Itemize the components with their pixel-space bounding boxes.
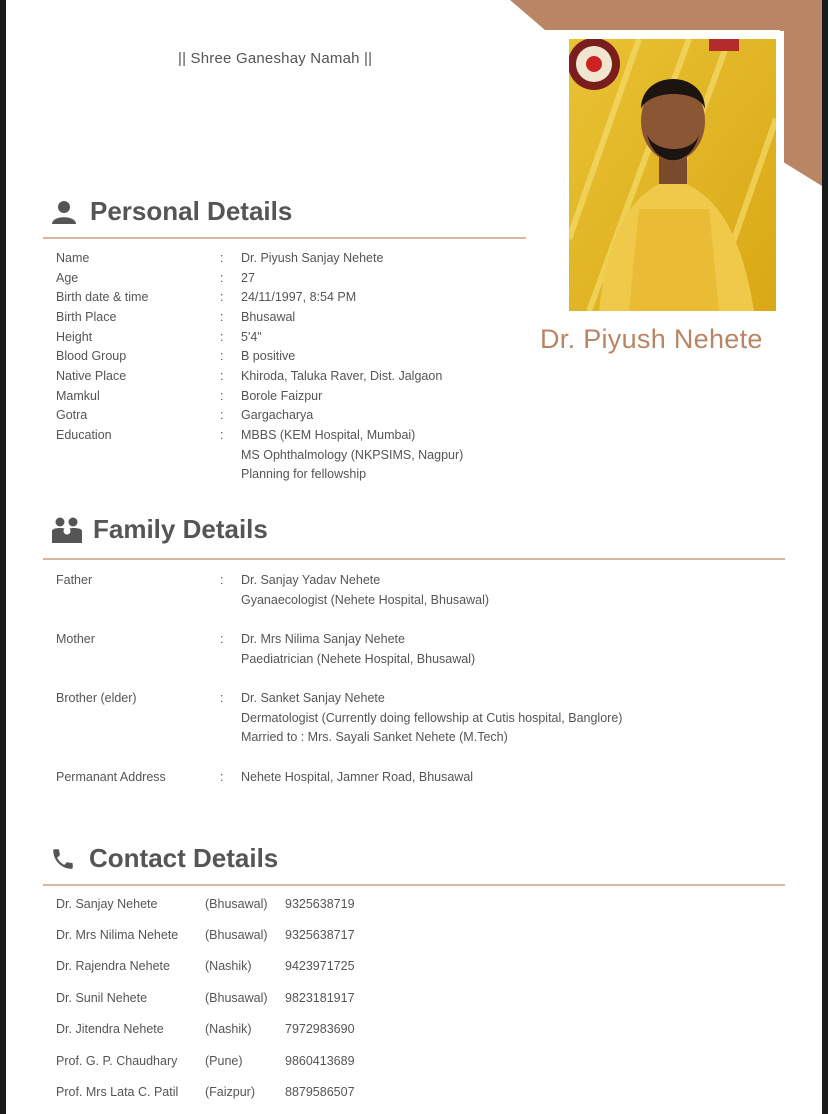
personal-detail-label: Birth Place — [56, 310, 117, 324]
contact-phone[interactable]: 7972983690 — [285, 1022, 355, 1036]
personal-detail-value: Khiroda, Taluka Raver, Dist. Jalgaon — [241, 369, 443, 383]
contact-row — [56, 928, 456, 948]
contact-details-title: Contact Details — [89, 843, 279, 873]
colon-separator: : — [220, 632, 224, 646]
family-detail-label: Permanant Address — [56, 770, 166, 784]
colon-separator: : — [220, 330, 224, 344]
personal-detail-value: B positive — [241, 349, 296, 363]
personal-detail-label: Name — [56, 251, 90, 265]
contact-phone[interactable]: 9325638717 — [285, 928, 355, 942]
personal-detail-value: Gargacharya — [241, 408, 314, 422]
page-border-right — [822, 0, 828, 1114]
family-icon — [52, 517, 82, 550]
colon-separator: : — [220, 310, 224, 324]
colon-separator: : — [220, 369, 224, 383]
family-detail-value: Gyanaecologist (Nehete Hospital, Bhusawal) — [241, 592, 490, 607]
family-detail-label: Mother — [56, 632, 95, 646]
contact-name: Dr. Rajendra Nehete — [56, 959, 170, 973]
contact-name: Dr. Mrs Nilima Nehete — [56, 928, 179, 942]
personal-detail-label: Mamkul — [56, 389, 100, 403]
contact-row — [56, 1022, 456, 1042]
contact-city: (Faizpur) — [205, 1085, 256, 1099]
personal-detail-label: Education — [56, 428, 112, 442]
personal-detail-value: 5'4" — [241, 330, 262, 344]
personal-details-title: Personal Details — [90, 196, 293, 226]
family-detail-value: Dr. Mrs Nilima Sanjay Nehete — [241, 632, 405, 646]
colon-separator: : — [220, 428, 224, 442]
personal-detail-value: 24/11/1997, 8:54 PM — [241, 290, 357, 304]
phone-icon — [50, 846, 76, 879]
family-detail-value: Dr. Sanket Sanjay Nehete — [241, 691, 385, 705]
contact-phone[interactable]: 8879586507 — [285, 1085, 355, 1099]
contact-name: Dr. Sunil Nehete — [56, 991, 148, 1005]
contact-phone[interactable]: 9325638719 — [285, 897, 355, 911]
invocation-text: || Shree Ganeshay Namah || — [178, 50, 373, 67]
personal-detail-value: Dr. Piyush Sanjay Nehete — [241, 251, 384, 265]
person-icon — [52, 200, 76, 231]
contact-row — [56, 1054, 456, 1074]
colon-separator: : — [220, 290, 224, 304]
contact-divider — [43, 884, 785, 886]
contact-city: (Bhusawal) — [205, 928, 268, 942]
personal-divider — [43, 237, 526, 239]
contact-city: (Bhusawal) — [205, 897, 268, 911]
colon-separator: : — [220, 389, 224, 403]
profile-photo-frame — [562, 31, 784, 319]
contact-name: Prof. G. P. Chaudhary — [56, 1054, 178, 1068]
colon-separator: : — [220, 251, 224, 265]
contact-phone[interactable]: 9823181917 — [285, 991, 355, 1005]
family-detail-value: Married to : Mrs. Sayali Sanket Nehete (M.Tech) — [241, 730, 508, 745]
personal-detail-label: Gotra — [56, 408, 88, 422]
personal-detail-label: Native Place — [56, 369, 127, 383]
colon-separator: : — [220, 573, 224, 587]
family-detail-label: Father — [56, 573, 93, 587]
personal-detail-value: MBBS (KEM Hospital, Mumbai) — [241, 428, 416, 442]
family-details-title: Family Details — [93, 514, 268, 544]
colon-separator: : — [220, 770, 224, 784]
family-detail-value: Nehete Hospital, Jamner Road, Bhusawal — [241, 770, 474, 784]
colon-separator: : — [220, 349, 224, 363]
contact-name: Dr. Sanjay Nehete — [56, 897, 158, 911]
contact-row — [56, 1085, 456, 1105]
contact-city: (Bhusawal) — [205, 991, 268, 1005]
contact-name: Dr. Jitendra Nehete — [56, 1022, 164, 1036]
family-detail-label: Brother (elder) — [56, 691, 137, 705]
contact-row — [56, 959, 456, 979]
family-detail-value: Paediatrician (Nehete Hospital, Bhusawal) — [241, 651, 476, 666]
contact-row — [56, 991, 456, 1011]
colon-separator: : — [220, 691, 224, 705]
personal-detail-label: Birth date & time — [56, 290, 149, 304]
personal-detail-value: Borole Faizpur — [241, 389, 323, 403]
contact-city: (Nashik) — [205, 959, 252, 973]
personal-detail-label: Age — [56, 271, 79, 285]
personal-detail-label: Blood Group — [56, 349, 127, 363]
contact-phone[interactable]: 9860413689 — [285, 1054, 355, 1068]
contact-phone[interactable]: 9423971725 — [285, 959, 355, 973]
family-divider — [43, 558, 785, 560]
profile-photo — [569, 39, 776, 311]
personal-detail-value: 27 — [241, 271, 255, 285]
colon-separator: : — [220, 271, 224, 285]
profile-name-heading: Dr. Piyush Nehete — [540, 324, 763, 354]
personal-detail-label: Height — [56, 330, 93, 344]
contact-row — [56, 897, 456, 917]
family-detail-value: Dr. Sanjay Yadav Nehete — [241, 573, 381, 587]
personal-detail-value: MS Ophthalmology (NKPSIMS, Nagpur) — [241, 447, 464, 462]
colon-separator: : — [220, 408, 224, 422]
personal-detail-value: Planning for fellowship — [241, 467, 367, 482]
personal-detail-value: Bhusawal — [241, 310, 296, 324]
page-border-left — [0, 0, 6, 1114]
contact-city: (Pune) — [205, 1054, 243, 1068]
family-detail-value: Dermatologist (Currently doing fellowship at Cutis hospital, Banglore) — [241, 710, 623, 725]
contact-name: Prof. Mrs Lata C. Patil — [56, 1085, 179, 1099]
contact-city: (Nashik) — [205, 1022, 252, 1036]
